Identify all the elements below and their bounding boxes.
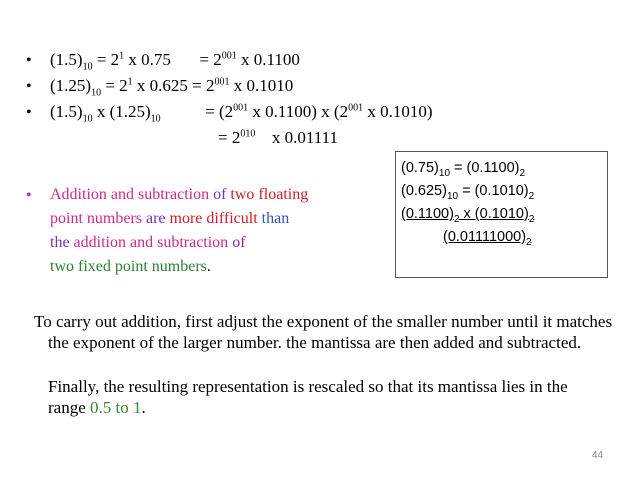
page-number: 44 bbox=[592, 450, 604, 461]
bullet2-line-3: the addition and subtraction of bbox=[50, 234, 246, 251]
box-line-2: $(0.625)_{10} = (0.1010)_2$ bbox=[401, 183, 535, 202]
paragraph-addition: To carry out addition, first adjust the exponent of the smaller number until it matches the exponent of the larger number. the mantissa are then added and subtracted. bbox=[34, 312, 613, 352]
bullet-dot: • bbox=[26, 104, 32, 121]
equation-4: = $2^{010}$ x 0.01111 bbox=[218, 128, 338, 147]
box-line-1: $(0.75)_{10} = (0.1100)_2$ bbox=[401, 160, 526, 179]
bullet2-line-4: two fixed point numbers. bbox=[50, 258, 211, 275]
equation-3: $(1.5)_{10}$ x $(1.25)_{10} = (2^{001}$ x 0.1100) x ($2^{001}$ x 0.1010) bbox=[50, 102, 433, 125]
paragraph-rescale: Finally, the resulting representation is rescaled so that its mantissa lies in the range 0.5 to 1. bbox=[48, 377, 568, 417]
equation-2: $(1.25)_{10} = 2^1$ x $0.625 = 2^{001}$ x 0.1010 bbox=[50, 76, 294, 99]
box-line-3: $(0.1100)_2$ x $(0.1010)_2$ bbox=[401, 206, 535, 225]
bullet2-line-2: point numbers are more difficult than bbox=[50, 210, 290, 227]
bullet-dot: • bbox=[26, 52, 32, 69]
equation-1: $(1.5)_{10} = 2^1$ x $0.75 = 2^{001}$ x 0.1100 bbox=[50, 50, 300, 73]
bullet-dot: • bbox=[26, 78, 32, 95]
bullet2-line-1: Addition and subtraction of two floating bbox=[50, 186, 309, 203]
box-line-4: $(0.01111000)_2$ bbox=[443, 229, 532, 248]
bullet-dot: • bbox=[26, 187, 32, 204]
binary-conversion-box bbox=[395, 151, 608, 278]
